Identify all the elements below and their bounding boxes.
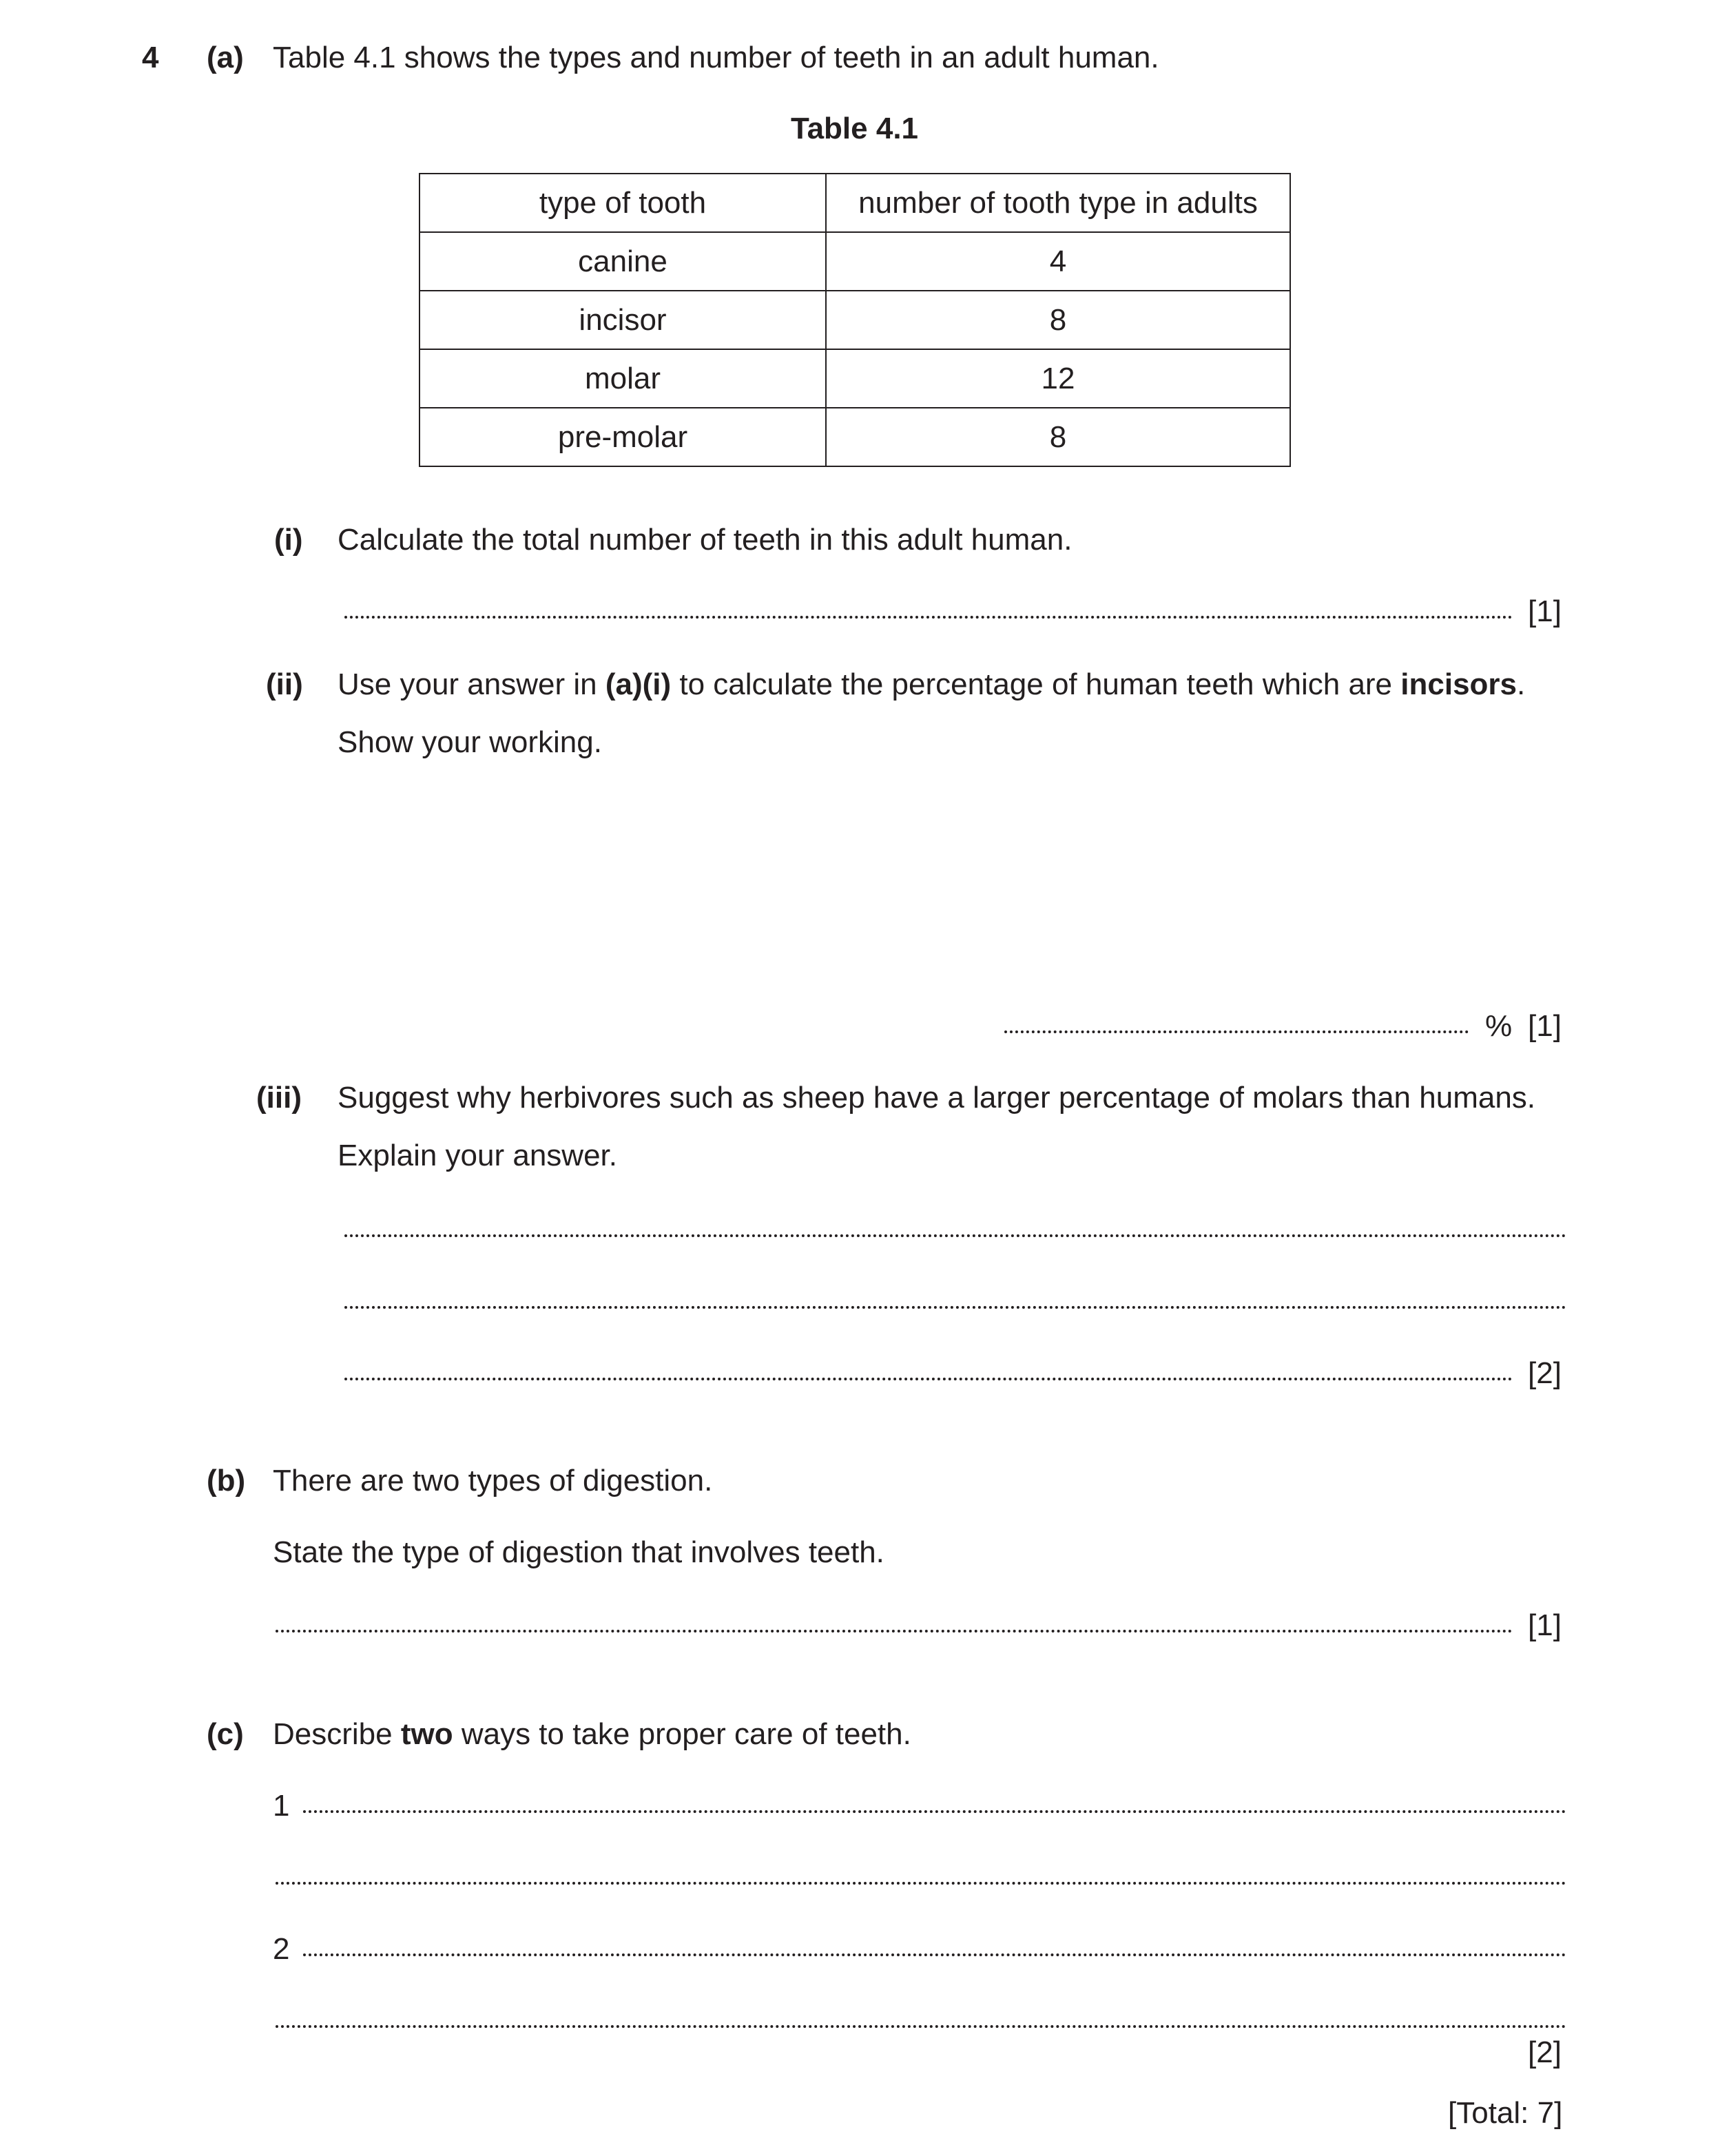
answer-line-a-ii[interactable]	[1004, 1030, 1469, 1033]
answer-line-a-iii-3[interactable]	[344, 1378, 1513, 1380]
answer-line-b[interactable]	[276, 1630, 1513, 1632]
part-a-iii-explain: Explain your answer.	[338, 1139, 617, 1172]
part-a-ii-text-2: to calculate the percentage of human teeth which are	[671, 667, 1401, 701]
table-row	[420, 349, 1290, 408]
part-a-intro: Table 4.1 shows the types and number of teeth in an adult human.	[273, 41, 1159, 74]
part-a-ii-working: Show your working.	[338, 725, 602, 759]
part-c-text	[273, 1719, 911, 1750]
part-a-i-text: Calculate the total number of teeth in this adult human.	[338, 523, 1073, 557]
part-c-emphasis: two	[400, 1717, 453, 1751]
marks-a-i: [1]	[1528, 594, 1562, 628]
part-c-line-number-1: 1	[273, 1789, 290, 1823]
table-row	[420, 408, 1290, 466]
cell-tooth-count: 8	[826, 408, 1290, 466]
marks-c: [2]	[1528, 2035, 1562, 2069]
marks-a-iii: [2]	[1528, 1356, 1562, 1390]
cell-tooth-type: molar	[420, 349, 826, 408]
header-type-of-tooth: type of tooth	[420, 174, 826, 232]
part-a-ii-text-3: .	[1517, 667, 1526, 701]
cell-tooth-type: incisor	[420, 291, 826, 349]
cell-tooth-count: 12	[826, 349, 1290, 408]
part-b-prompt: State the type of digestion that involves teeth.	[273, 1535, 884, 1569]
answer-line-c-1b[interactable]	[276, 1882, 1566, 1885]
header-number-of-tooth: number of tooth type in adults	[826, 174, 1290, 232]
answer-line-a-iii-2[interactable]	[344, 1306, 1566, 1309]
part-c-text-1: Describe	[273, 1717, 401, 1751]
part-a-ii-text-1: Use your answer in	[338, 667, 605, 701]
question-number: 4	[142, 41, 159, 74]
table-row	[420, 291, 1290, 349]
part-a-ii-ref: (a)(i)	[605, 667, 672, 701]
total-marks: [Total: 7]	[1448, 2096, 1563, 2130]
teeth-table	[419, 173, 1291, 467]
answer-line-c-2a[interactable]	[303, 1953, 1566, 1956]
part-a-ii-label: (ii)	[266, 667, 303, 701]
cell-tooth-count: 4	[826, 232, 1290, 291]
part-b-text: There are two types of digestion.	[273, 1464, 713, 1497]
part-a-iii-text: Suggest why herbivores such as sheep have a larger percentage of molars than humans.	[338, 1081, 1536, 1115]
part-a-i-label: (i)	[274, 523, 303, 557]
part-a-ii-text	[338, 667, 1526, 701]
answer-line-c-2b[interactable]	[276, 2025, 1566, 2028]
part-c-line-number-2: 2	[273, 1932, 290, 1966]
answer-line-a-iii-1[interactable]	[344, 1234, 1566, 1237]
marks-a-ii: [1]	[1528, 1009, 1562, 1043]
part-c-label: (c)	[207, 1717, 244, 1751]
answer-line-c-1a[interactable]	[303, 1810, 1566, 1813]
answer-line-a-i[interactable]	[344, 616, 1513, 619]
part-a-ii-emphasis: incisors	[1400, 667, 1518, 701]
marks-b: [1]	[1528, 1608, 1562, 1642]
unit-percent: %	[1485, 1009, 1513, 1043]
cell-tooth-count: 8	[826, 291, 1290, 349]
cell-tooth-type: pre-molar	[420, 408, 826, 466]
part-c-text-2: ways to take proper care of teeth.	[453, 1717, 911, 1751]
table-title: Table 4.1	[790, 112, 919, 145]
table-row	[420, 232, 1290, 291]
part-b-label: (b)	[207, 1464, 246, 1497]
part-a-iii-label: (iii)	[256, 1081, 302, 1115]
part-a-label: (a)	[207, 41, 244, 74]
table-header-row	[420, 174, 1290, 232]
cell-tooth-type: canine	[420, 232, 826, 291]
